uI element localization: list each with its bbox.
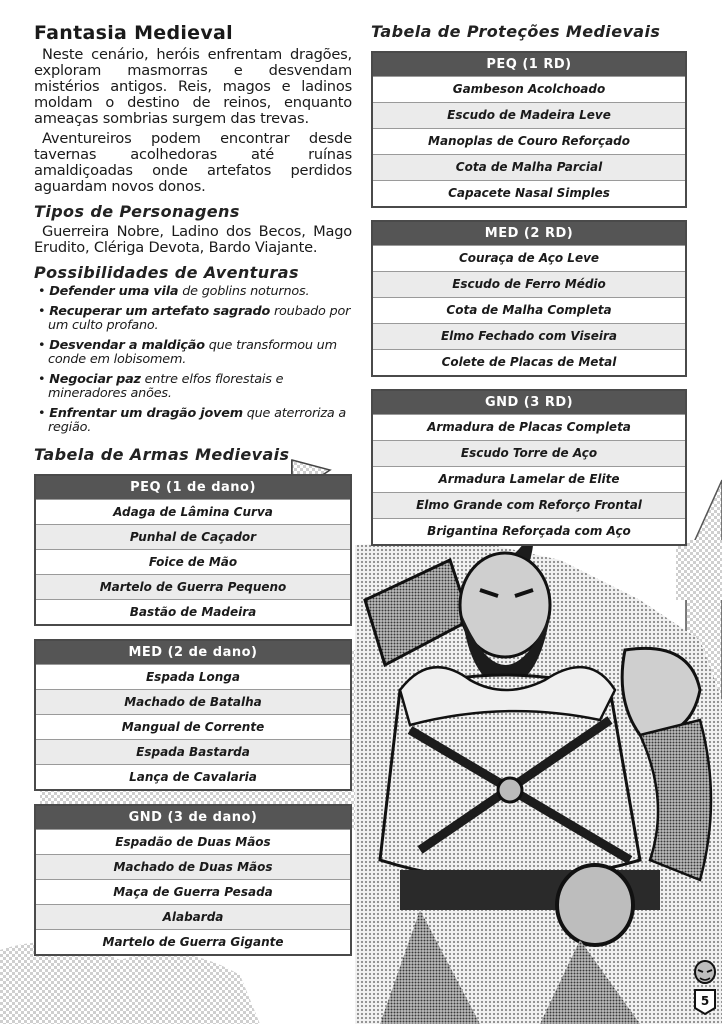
list-item: • Negociar paz entre elfos florestais e mineradores anões.: [38, 372, 284, 401]
table-row: Brigantina Reforçada com Aço: [373, 518, 685, 544]
table-header: PEQ (1 de dano): [36, 476, 350, 499]
table-row: Couraça de Aço Leve: [373, 245, 685, 271]
table-row: Gambeson Acolchoado: [373, 76, 685, 102]
weapons-table-small: [34, 474, 352, 626]
page-number: 5: [700, 994, 710, 1008]
table-row: Elmo Grande com Reforço Frontal: [373, 492, 685, 518]
table-header: MED (2 RD): [373, 222, 685, 245]
table-row: Escudo de Madeira Leve: [373, 102, 685, 128]
table-row: Escudo de Ferro Médio: [373, 271, 685, 297]
table-header: MED (2 de dano): [36, 641, 350, 664]
table-header: PEQ (1 RD): [373, 53, 685, 76]
weapons-table-large: [34, 804, 352, 956]
adventures-heading: Possibilidades de Aventuras: [34, 263, 299, 282]
adventures-list: [34, 285, 352, 435]
table-row: Foice de Mão: [36, 549, 350, 574]
table-row: Espada Longa: [36, 664, 350, 689]
table-row: Manoplas de Couro Reforçado: [373, 128, 685, 154]
table-row: Armadura de Placas Completa: [373, 414, 685, 440]
table-row: Armadura Lamelar de Elite: [373, 466, 685, 492]
list-item: • Recuperar um artefato sagrado roubado por um culto profano.: [38, 304, 351, 333]
intro-paragraph-1: Neste cenário, heróis enfrentam dragões, exploram masmorras e desvendam mistérios antigos. Reis, magos e ladinos moldam o destino de reinos, enquanto ameaças sombrias surgem das trevas.: [34, 46, 352, 127]
table-row: Maça de Guerra Pesada: [36, 879, 350, 904]
table-row: Alabarda: [36, 904, 350, 929]
list-item: • Enfrentar um dragão jovem que aterroriza a região.: [38, 406, 347, 435]
table-row: Escudo Torre de Aço: [373, 440, 685, 466]
protections-table-medium: [371, 220, 687, 377]
table-header: GND (3 de dano): [36, 806, 350, 829]
right-column: [371, 22, 687, 558]
table-row: Martelo de Guerra Pequeno: [36, 574, 350, 599]
table-row: Punhal de Caçador: [36, 524, 350, 549]
table-row: Elmo Fechado com Viseira: [373, 323, 685, 349]
table-row: Cota de Malha Parcial: [373, 154, 685, 180]
intro-paragraph-2: Aventureiros podem encontrar desde tavernas acolhedoras até ruínas amaldiçoadas onde artefatos perdidos aguardam novos donos.: [34, 130, 352, 195]
list-item: • Defender uma vila de goblins noturnos.: [38, 284, 310, 299]
warrior-illustration: [355, 520, 722, 1024]
list-item: • Desvendar a maldição que transformou um conde em lobisomem.: [38, 338, 337, 367]
weapons-heading: Tabela de Armas Medievais: [34, 445, 290, 464]
table-row: Lança de Cavalaria: [36, 764, 350, 789]
table-row: Capacete Nasal Simples: [373, 180, 685, 206]
characters-text: Guerreira Nobre, Ladino dos Becos, Mago Erudito, Clériga Devota, Bardo Viajante.: [34, 223, 352, 256]
table-row: Mangual de Corrente: [36, 714, 350, 739]
protections-heading: Tabela de Proteções Medievais: [371, 22, 661, 41]
table-row: Espada Bastarda: [36, 739, 350, 764]
left-column: [34, 22, 352, 969]
table-row: Bastão de Madeira: [36, 599, 350, 624]
protections-table-large: [371, 389, 687, 546]
weapons-table-medium: [34, 639, 352, 791]
table-row: Colete de Placas de Metal: [373, 349, 685, 375]
protections-table-small: [371, 51, 687, 208]
table-header: GND (3 RD): [373, 391, 685, 414]
page-title: Fantasia Medieval: [34, 22, 233, 44]
table-row: Espadão de Duas Mãos: [36, 829, 350, 854]
table-row: Cota de Malha Completa: [373, 297, 685, 323]
table-row: Martelo de Guerra Gigante: [36, 929, 350, 954]
table-row: Adaga de Lâmina Curva: [36, 499, 350, 524]
table-row: Machado de Batalha: [36, 689, 350, 714]
table-row: Machado de Duas Mãos: [36, 854, 350, 879]
characters-heading: Tipos de Personagens: [34, 202, 240, 221]
